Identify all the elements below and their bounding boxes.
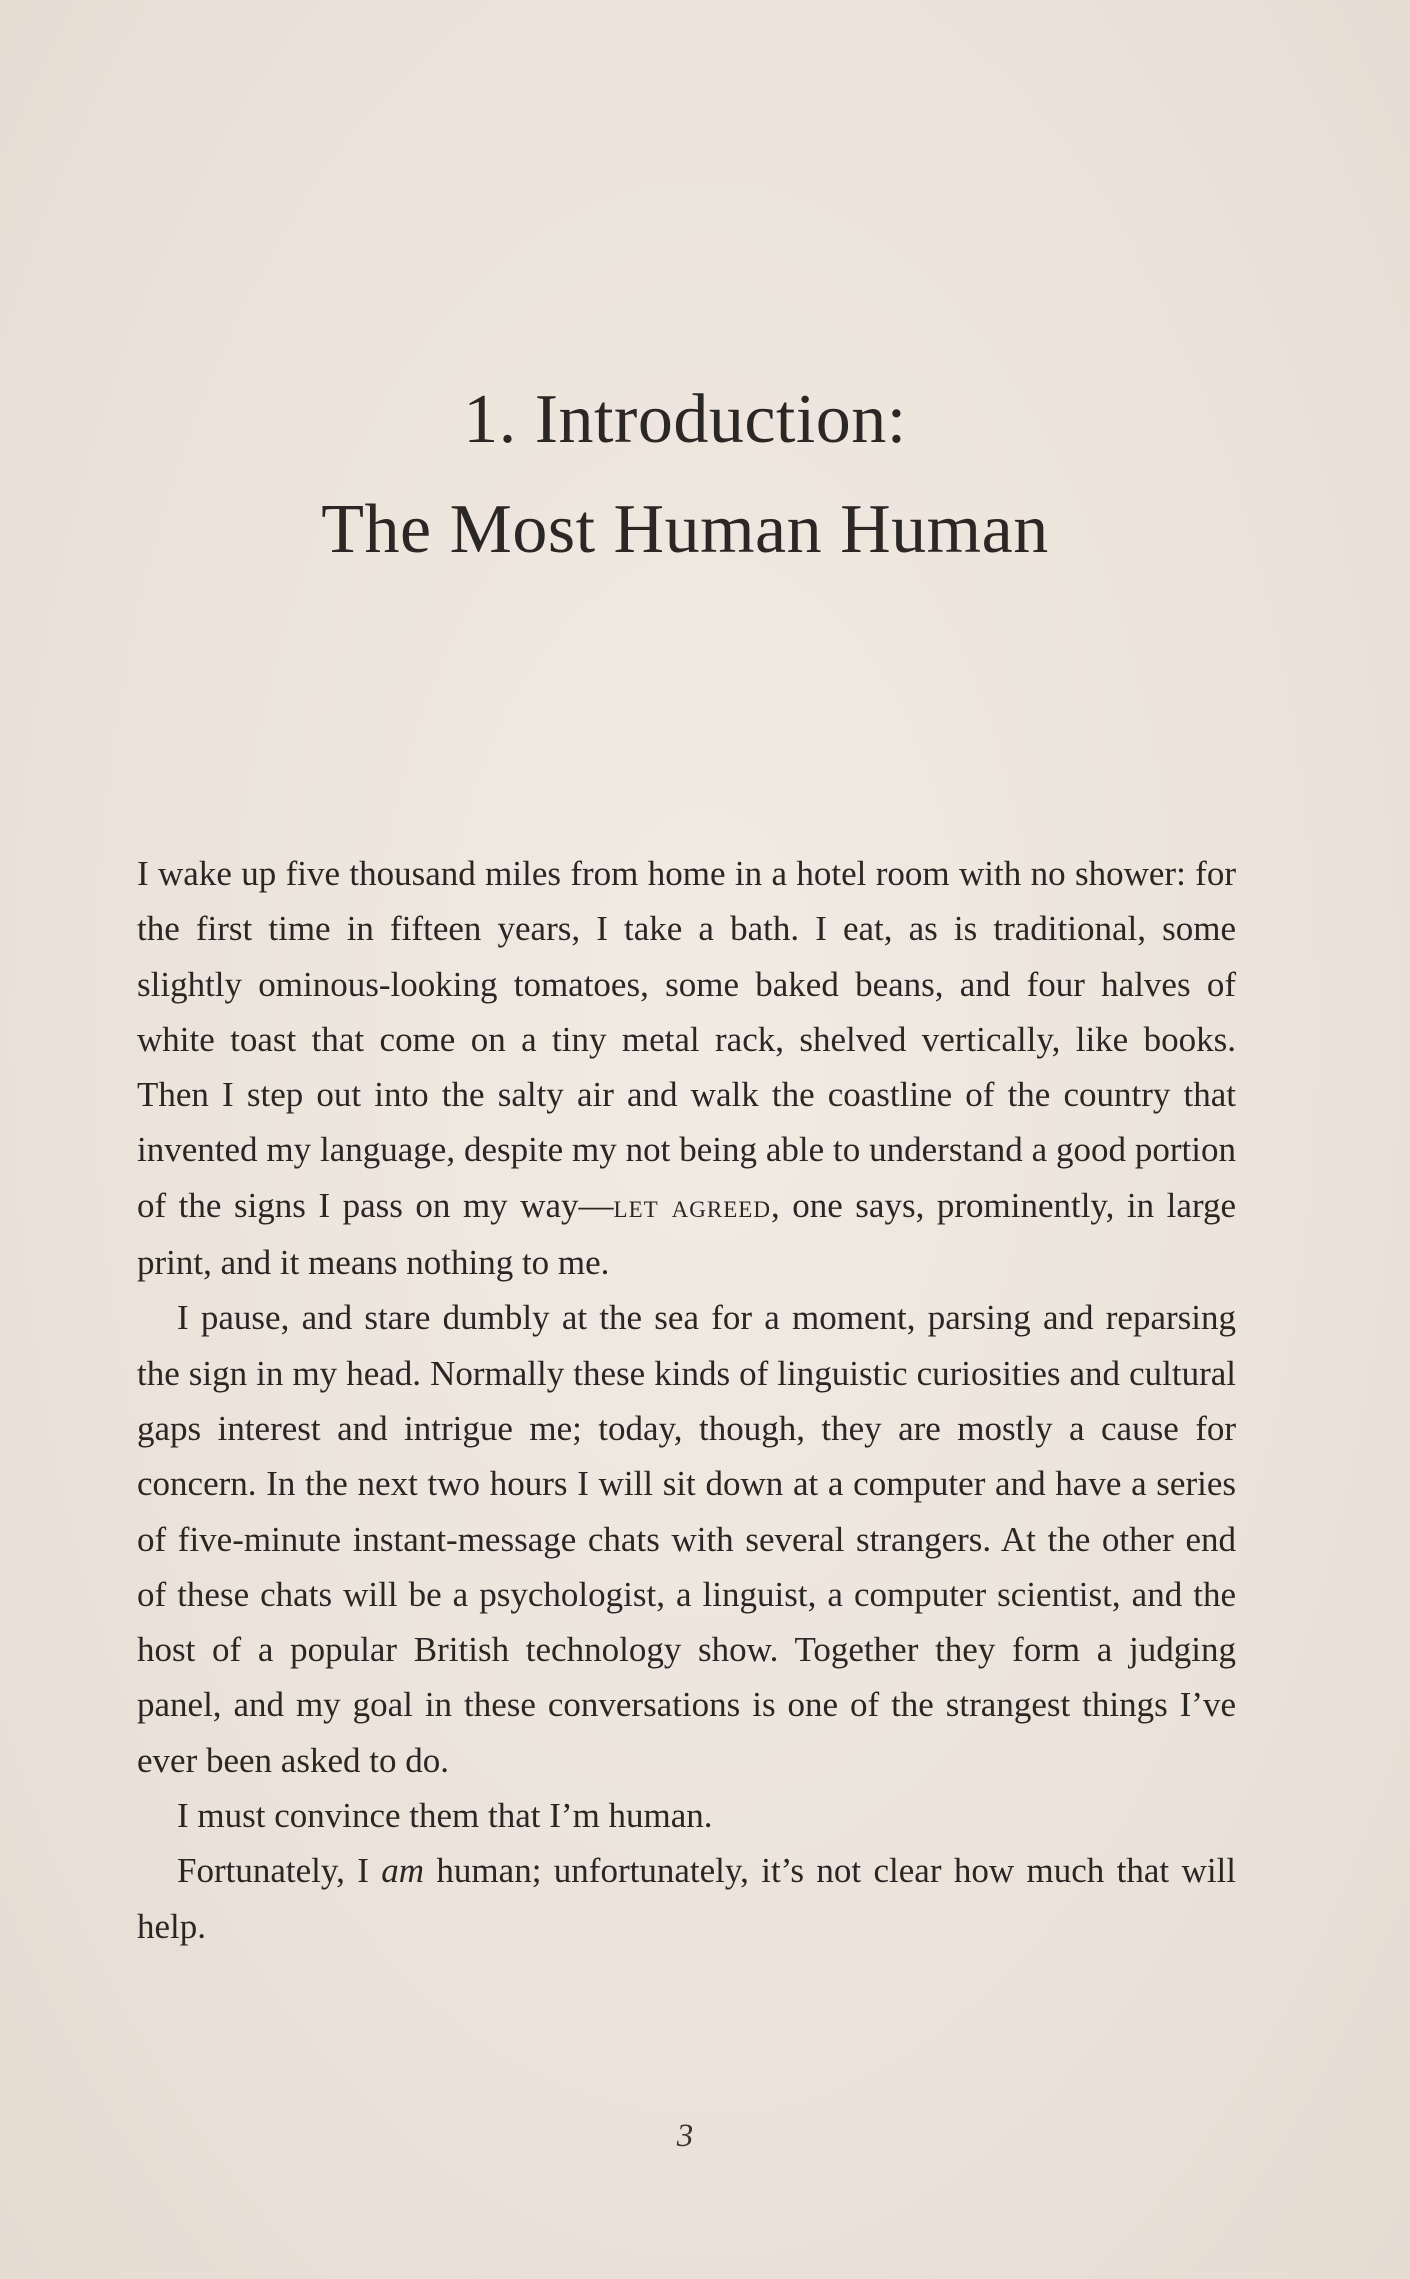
page-number: 3 [676,2118,694,2154]
paragraph-1 [137,846,1236,1290]
paragraph-1-text-b: , one says, prominently, in large print, and it means nothing to me. [137,1185,1236,1283]
paragraph-4-text-a: Fortunately, I [177,1851,382,1891]
paragraph-3: I must convince them that I’m human. [177,1796,713,1836]
paragraph-4-text-b: human; unfortunately, it’s not clear how much that will help. [137,1851,1236,1946]
emphasis-text: am [381,1851,425,1891]
sign-text: let agreed [613,1188,771,1225]
chapter-title-number: 1. Introduction: [463,381,907,458]
paragraph-4 [137,1843,1236,1954]
paragraph-2: I pause, and stare dumbly at the sea for a moment, parsing and reparsing the sign in my head. Normally these kinds of linguistic curiosities and cultural gaps interest and intrigue me; today, though, they are mostly a cause for concern. In the next two hours I will sit down at a computer and have a series of five-minute instant-message chats with several strangers. At the other end of these chats will be a psychologist, a linguist, a computer scientist, and the host of a popular British technology show. Together they form a judging panel, and my goal in these conversations is one of the strangest things I’ve ever been asked to do. [137,1298,1236,1780]
chapter-title: The Most Human Human [321,491,1049,568]
paragraph-1-text-a: I wake up five thousand miles from home in a hotel room with no shower: for the first time in fifteen years, I take a bath. I eat, as is traditional, some slightly ominous-looking tomatoes, some baked beans, and four halves of white toast that come on a tiny metal rack, shelved vertically, like books. Then I step out into the salty air and walk the coastline of the country that invented my language, despite my not being able to understand a good portion of the signs I pass on my way— [137,854,1236,1225]
chapter-body [137,846,1236,1954]
